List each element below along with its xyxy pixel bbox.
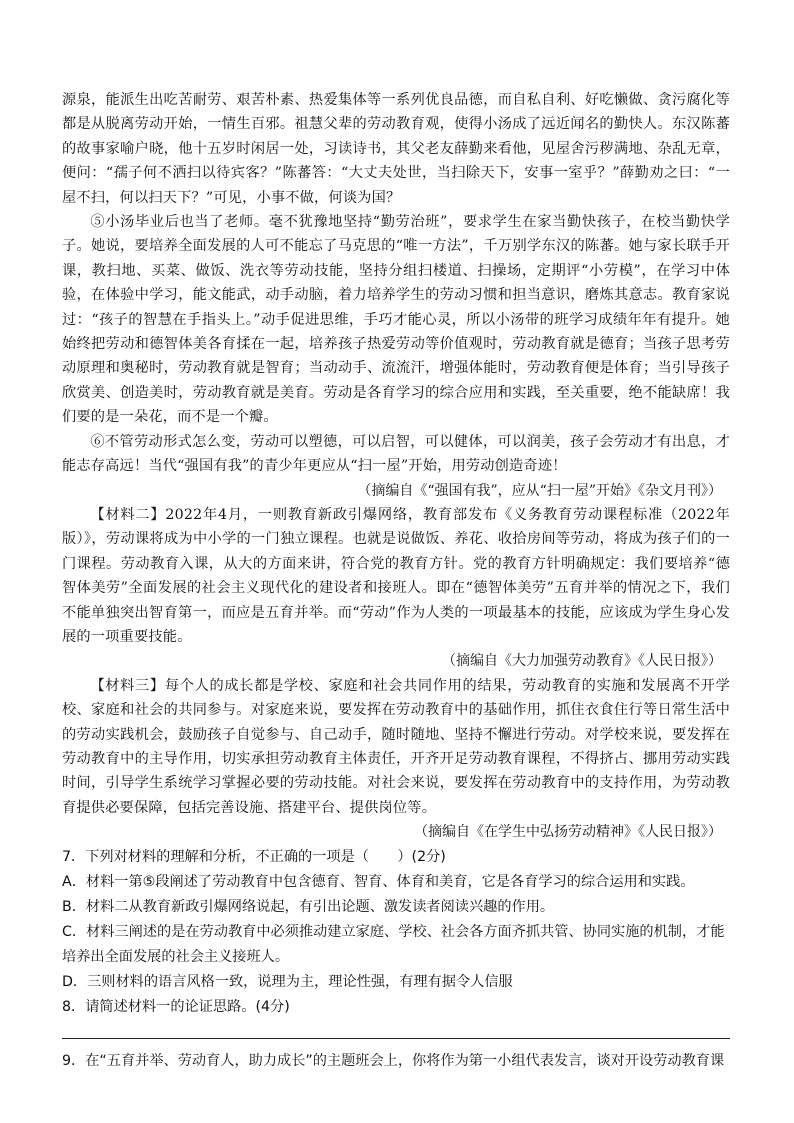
question-7: 7．下列对材料的理解和分析，不正确的一项是（ ）(2分) xyxy=(62,848,446,865)
question-7-option-d: D．三则材料的语言风格一致，说理为主，理论性强，有理有据令人信服 xyxy=(62,973,513,990)
question-9: 9．在“五育并举、劳动育人，助力成长”的主题班会上，你将作为第一小组代表发言，谈对开设劳动教育课 xyxy=(62,1052,725,1069)
source-citation-3: （摘编自《在学生中弘扬劳动精神》《人民日报》） xyxy=(414,824,722,841)
document-page xyxy=(62,88,730,1074)
question-7-option-b: B．材料二从教育新政引爆网络说起，有引出论题、激发读者阅读兴趣的作用。 xyxy=(62,898,555,915)
question-8: 8．请简述材料一的论证思路。(4分) xyxy=(62,998,290,1015)
answer-line xyxy=(62,1038,730,1039)
passage-paragraph-5: ⑤小汤毕业后也当了老师。毫不犹豫地坚持“勤劳治班”，要求学生在家当勤快孩子，在校当勤快学子。她说，要培养全面发展的人可不能忘了马克思的“唯一方法”，千万别学东汉的陈蕃。她与家长联手开课，教扫地、买菜、做饭、洗衣等劳动技能，坚持分组扫楼道、扫操场，定期评“小劳模”，在学习中体验，在体验中学习，能文能武，动手动脑，着力培养学生的劳动习惯和担当意识，磨炼其意志。教育家说过：“孩子的智慧在手指头上。”动手促进思维，手巧才能心灵，所以小汤带的班学习成绩年年有提升。她始终把劳动和德智体美各育揉在一起，培养孩子热爱劳动等价值观时，劳动教育就是德育；当孩子思考劳动原理和奥秘时，劳动教育就是智育；当动动手、流流汗，增强体能时，劳动教育便是体育；当引导孩子欣赏美、创造美时，劳动教育就是美育。劳动是各育学习的综合应用和实践，至关重要，绝不能缺席！我们要的是一朵花，而不是一个瓣。 xyxy=(62,214,730,426)
source-citation-1: （摘编自《“强国有我”，应从“扫一屋”开始》《杂文月刊》） xyxy=(357,482,722,499)
passage-paragraph-continued: 源泉，能派生出吃苦耐劳、艰苦朴素、热爱集体等一系列优良品德，而自私自利、好吃懒做、贪污腐化等都是从脱离劳动开始，一情生百邪。祖慧父辈的劳动教育观，使得小汤成了远近闻名的勤快人。东汉陈蕃的故事家喻户晓，他十五岁时闲居一处，习读诗书，其父老友薛勤来看他，见屋舍污秽满地、杂乱无章，便问：“孺子何不洒扫以待宾客？”陈蕃答：“大丈夫处世，当扫除天下，安事一室乎？”薛勤劝之曰：“一屋不扫，何以扫天下？”可见，小事不做，何谈为国？ xyxy=(62,92,730,206)
source-citation-2: （摘编自《大力加强劳动教育》《人民日报》） xyxy=(442,653,722,670)
question-7-option-a: A．材料一第⑤段阐述了劳动教育中包含德育、智育、体育和美育，它是各育学习的综合运用和实践。 xyxy=(62,873,695,890)
passage-paragraph-6: ⑥不管劳动形式怎么变，劳动可以塑德，可以启智，可以健体，可以润美，孩子会劳动才有出息，才能志存高远！当代“强国有我”的青少年更应从“扫一屋”开始，用劳动创造奇迹！ xyxy=(62,433,730,475)
material-2-paragraph: 【材料二】2022年4月，一则教育新政引爆网络，教育部发布《义务教育劳动课程标准（2022年版）》，劳动课将成为中小学的一门独立课程。也就是说做饭、养花、收拾房间等劳动，将成为孩子们的一门课程。劳动教育入课，从大的方面来讲，符合党的教育方针。党的教育方针明确规定：我们要培养“德智体美劳”全面发展的社会主义现代化的建设者和接班人。即在“德智体美劳”五育并举的情况之下，我们不能单独突出智育第一，而应是五育并举。而“劳动”作为人类的一项最基本的技能，应该成为学生身心发展的一项重要技能。 xyxy=(62,506,730,645)
question-7-option-c: C．材料三阐述的是在劳动教育中必须推动建立家庭、学校、社会各方面齐抓共管、协同实施的机制，才能培养出全面发展的社会主义接班人。 xyxy=(62,923,725,965)
material-3-paragraph: 【材料三】每个人的成长都是学校、家庭和社会共同作用的结果，劳动教育的实施和发展离不开学校、家庭和社会的共同参与。对家庭来说，要发挥在劳动教育中的基础作用，抓住衣食住行等日常生活中的劳动实践机会，鼓励孩子自觉参与、自己动手，随时随地、坚持不懈进行劳动。对学校来说，要发挥在劳动教育中的主导作用，切实承担劳动教育主体责任，开齐开足劳动教育课程，不得挤占、挪用劳动实践时间，引导学生系统学习掌握必要的劳动技能。对社会来说，要发挥在劳动教育中的支持作用，为劳动教育提供必要保障，包括完善设施、搭建平台、提供岗位等。 xyxy=(62,677,730,816)
